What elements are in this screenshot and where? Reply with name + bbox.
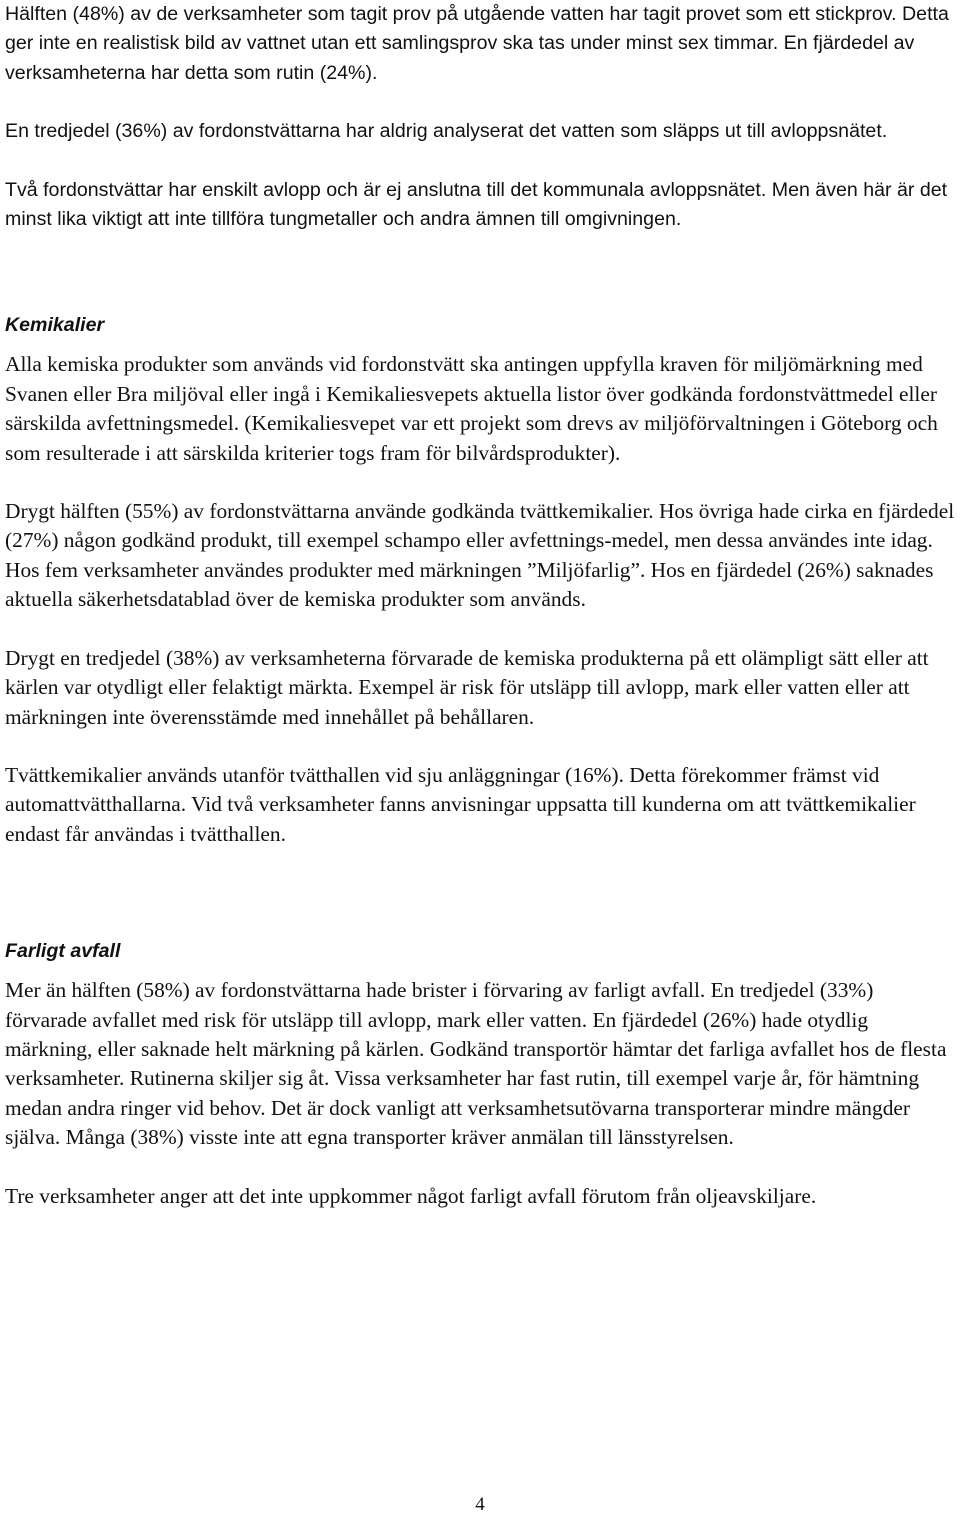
section-heading-kemikalier: Kemikalier [5,314,105,337]
section-heading-farligt-avfall: Farligt avfall [5,940,121,963]
kemikalier-paragraph-requirements: Alla kemiska produkter som används vid fordonstvätt ska antingen uppfylla kraven för miljömärkning med Svanen eller Bra miljöval eller ingå i Kemikaliesvepets aktuella listor över godkända fordonstvättmedel eller särskilda avfettningsmedel. (Kemikaliesvepet var ett projekt som drevs av miljöförvaltningen i Göteborg och som resulterade i att särskilda kriterier togs fram för bilvårdsprodukter). [5,352,938,465]
farligt-avfall-paragraph-oil-separator: Tre verksamheter anger att det inte uppkommer något farligt avfall förutom från oljeavskiljare. [5,1183,817,1208]
kemikalier-paragraph-storage: Drygt en tredjedel (38%) av verksamheterna förvarade de kemiska produkterna på ett olämpligt sätt eller att kärlen var otydligt eller felaktigt märkta. Exempel är risk för utsläpp till avlopp, mark eller vatten eller att märkningen inte överensstämde med innehållet på behållaren. [5,645,929,729]
farligt-avfall-paragraph-storage: Mer än hälften (58%) av fordonstvättarna hade brister i förvaring av farligt avfall. En tredjedel (33%) förvarade avfallet med risk för utsläpp till avlopp, mark eller vatten. En fjärdedel (26%) hade otydlig märkning, eller saknade helt märkning på kärlen. Godkänd transportör hämtar det farliga avfallet hos de flesta verksamheter. Rutinerna skiljer sig åt. Vissa verksamheter har fast rutin, till exempel varje år, för hämtning medan andra ringer vid behov. Det är dock vanligt att verksamhetsutövarna transporterar mindre mängder själva. Många (38%) visste inte att egna transporter kräver anmälan till länsstyrelsen. [5,978,947,1150]
page-number: 4 [475,1494,485,1515]
kemikalier-paragraph-approved-usage: Drygt hälften (55%) av fordonstvättarna använde godkända tvättkemikalier. Hos övriga hade cirka en fjärdedel (27%) någon godkänd produkt, till exempel schampo eller avfettnings-medel, men dessa användes inte idag. Hos fem verksamheter användes produkter med märkningen ”Miljöfarlig”. Hos en fjärdedel (26%) saknades aktuella säkerhetsdatablad över de kemiska produkter som används. [5,499,955,612]
document-page [5,0,955,1211]
intro-paragraph-sampling: Hälften (48%) av de verksamheter som tagit prov på utgående vatten har tagit provet som ett stickprov. Detta ger inte en realistisk bild av vattnet utan ett samlingsprov ska tas under minst sex timmar. En fjärdedel av verksamheterna har detta som rutin (24%). [5,3,949,84]
intro-paragraph-analysis: En tredjedel (36%) av fordonstvättarna har aldrig analyserat det vatten som släpps ut till avloppsnätet. [5,120,888,143]
intro-paragraph-private-sewer: Två fordonstvättar har enskilt avlopp och är ej anslutna till det kommunala avloppsnätet. Men även här är det minst lika viktigt att inte tillföra tungmetaller och andra ämnen till omgivningen. [5,178,948,231]
kemikalier-paragraph-outside-use: Tvättkemikalier används utanför tvätthallen vid sju anläggningar (16%). Detta förekommer främst vid automattvätthallarna. Vid två verksamheter fanns anvisningar uppsatta till kunderna om att tvättkemikalier endast får användas i tvätthallen. [5,762,916,846]
